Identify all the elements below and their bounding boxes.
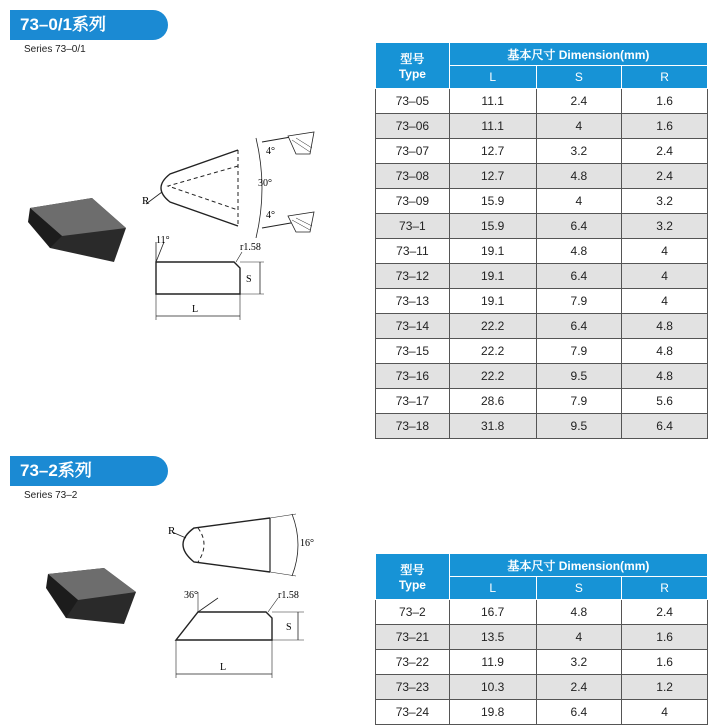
table-row [376, 650, 708, 675]
cell-type: 73–22 [376, 650, 450, 675]
cell-s: 6.4 [536, 214, 622, 239]
cell-l: 16.7 [449, 600, 536, 625]
label-l-2: L [220, 662, 227, 673]
cell-r: 3.2 [622, 214, 708, 239]
cell-s: 2.4 [536, 675, 622, 700]
cell-r: 2.4 [622, 164, 708, 189]
type-header-cn: 型号 [400, 563, 425, 577]
table-row [376, 700, 708, 725]
insert-3d-image-73-2 [44, 562, 140, 636]
table-row [376, 189, 708, 214]
cell-type: 73–21 [376, 625, 450, 650]
type-header-en: Type [398, 67, 426, 81]
cell-s: 3.2 [536, 650, 622, 675]
cell-r: 1.6 [622, 650, 708, 675]
type-column-header [376, 43, 450, 89]
dimension-header: 基本尺寸 Dimension(mm) [449, 554, 707, 577]
cell-r: 1.6 [622, 114, 708, 139]
cell-type: 73–11 [376, 239, 450, 264]
cell-l: 19.8 [449, 700, 536, 725]
cell-s: 6.4 [536, 314, 622, 339]
col-s: S [536, 577, 622, 600]
cell-r: 4.8 [622, 314, 708, 339]
table-row [376, 625, 708, 650]
cell-l: 19.1 [449, 289, 536, 314]
cell-type: 73–07 [376, 139, 450, 164]
cell-type: 73–14 [376, 314, 450, 339]
table-row [376, 339, 708, 364]
cell-type: 73–08 [376, 164, 450, 189]
cell-l: 15.9 [449, 189, 536, 214]
label-radius-2: R [168, 525, 176, 537]
cell-type: 73–12 [376, 264, 450, 289]
table-row [376, 164, 708, 189]
cell-r: 4.8 [622, 339, 708, 364]
cell-r: 4 [622, 264, 708, 289]
dimension-table-73-2 [375, 553, 708, 725]
section-title-73-0-1: 73–0/1系列 [10, 10, 168, 40]
top-view-diagram-73-2 [164, 510, 324, 580]
table-row [376, 600, 708, 625]
side-view-diagram-73-2 [164, 584, 314, 684]
table-row [376, 264, 708, 289]
cell-s: 4 [536, 114, 622, 139]
table-row [376, 289, 708, 314]
cell-l: 19.1 [449, 264, 536, 289]
cell-type: 73–16 [376, 364, 450, 389]
table-row [376, 675, 708, 700]
cell-type: 73–13 [376, 289, 450, 314]
table-row [376, 139, 708, 164]
cell-r: 4 [622, 700, 708, 725]
series-subtitle-73-0-1: Series 73–0/1 [24, 44, 86, 55]
cell-type: 73–23 [376, 675, 450, 700]
cell-l: 22.2 [449, 314, 536, 339]
col-l: L [449, 66, 536, 89]
cell-s: 9.5 [536, 364, 622, 389]
col-r: R [622, 66, 708, 89]
cell-s: 4.8 [536, 600, 622, 625]
table-row [376, 214, 708, 239]
type-header-cn: 型号 [400, 52, 425, 66]
insert-3d-image-73-0-1 [22, 192, 130, 274]
col-r: R [622, 577, 708, 600]
cell-s: 2.4 [536, 89, 622, 114]
cell-r: 4 [622, 289, 708, 314]
cell-type: 73–18 [376, 414, 450, 439]
label-corner-r158: r1.58 [240, 242, 261, 253]
cell-s: 6.4 [536, 264, 622, 289]
cell-l: 12.7 [449, 164, 536, 189]
cell-type: 73–05 [376, 89, 450, 114]
cell-l: 11.1 [449, 89, 536, 114]
label-radius: R [142, 195, 150, 207]
cell-s: 6.4 [536, 700, 622, 725]
cell-l: 19.1 [449, 239, 536, 264]
label-s: S [246, 274, 252, 285]
cell-type: 73–24 [376, 700, 450, 725]
label-angle-16: 16° [300, 538, 314, 549]
dimension-header: 基本尺寸 Dimension(mm) [449, 43, 707, 66]
cell-type: 73–09 [376, 189, 450, 214]
table-row [376, 114, 708, 139]
cell-type: 73–17 [376, 389, 450, 414]
cell-type: 73–2 [376, 600, 450, 625]
label-angle-4-bottom: 4° [266, 210, 275, 221]
col-l: L [449, 577, 536, 600]
table-row [376, 414, 708, 439]
type-column-header [376, 554, 450, 600]
cell-r: 1.2 [622, 675, 708, 700]
cell-l: 10.3 [449, 675, 536, 700]
cell-s: 9.5 [536, 414, 622, 439]
cell-s: 4.8 [536, 164, 622, 189]
cell-r: 2.4 [622, 600, 708, 625]
col-s: S [536, 66, 622, 89]
cell-s: 7.9 [536, 339, 622, 364]
cell-s: 7.9 [536, 289, 622, 314]
cell-s: 4 [536, 189, 622, 214]
label-rake-36: 36° [184, 590, 198, 601]
cell-r: 4 [622, 239, 708, 264]
cell-s: 3.2 [536, 139, 622, 164]
table-row [376, 364, 708, 389]
series-subtitle-73-2: Series 73–2 [24, 490, 78, 501]
dimension-table-73-0-1 [375, 42, 708, 439]
cell-type: 73–1 [376, 214, 450, 239]
label-angle-4-top: 4° [266, 146, 275, 157]
top-view-diagram-73-0-1 [138, 128, 324, 238]
cell-r: 5.6 [622, 389, 708, 414]
cell-r: 6.4 [622, 414, 708, 439]
cell-type: 73–15 [376, 339, 450, 364]
cell-l: 31.8 [449, 414, 536, 439]
cell-l: 22.2 [449, 364, 536, 389]
type-header-en: Type [398, 578, 426, 592]
cell-r: 2.4 [622, 139, 708, 164]
cell-r: 4.8 [622, 364, 708, 389]
table-row [376, 314, 708, 339]
cell-l: 13.5 [449, 625, 536, 650]
table-row [376, 389, 708, 414]
cell-l: 11.1 [449, 114, 536, 139]
section-title-73-2: 73–2系列 [10, 456, 168, 486]
cell-l: 28.6 [449, 389, 536, 414]
label-corner-r158-2: r1.58 [278, 590, 299, 601]
label-l: L [192, 304, 199, 315]
cell-r: 1.6 [622, 625, 708, 650]
cell-l: 12.7 [449, 139, 536, 164]
cell-l: 22.2 [449, 339, 536, 364]
cell-r: 3.2 [622, 189, 708, 214]
label-rake-11: 11° [156, 235, 170, 246]
label-angle-30: 30° [258, 178, 272, 189]
side-view-diagram-73-0-1 [142, 234, 272, 324]
cell-r: 1.6 [622, 89, 708, 114]
table-row [376, 239, 708, 264]
label-s-2: S [286, 622, 292, 633]
cell-s: 4.8 [536, 239, 622, 264]
cell-s: 4 [536, 625, 622, 650]
cell-s: 7.9 [536, 389, 622, 414]
cell-l: 15.9 [449, 214, 536, 239]
table-row [376, 89, 708, 114]
cell-l: 11.9 [449, 650, 536, 675]
cell-type: 73–06 [376, 114, 450, 139]
